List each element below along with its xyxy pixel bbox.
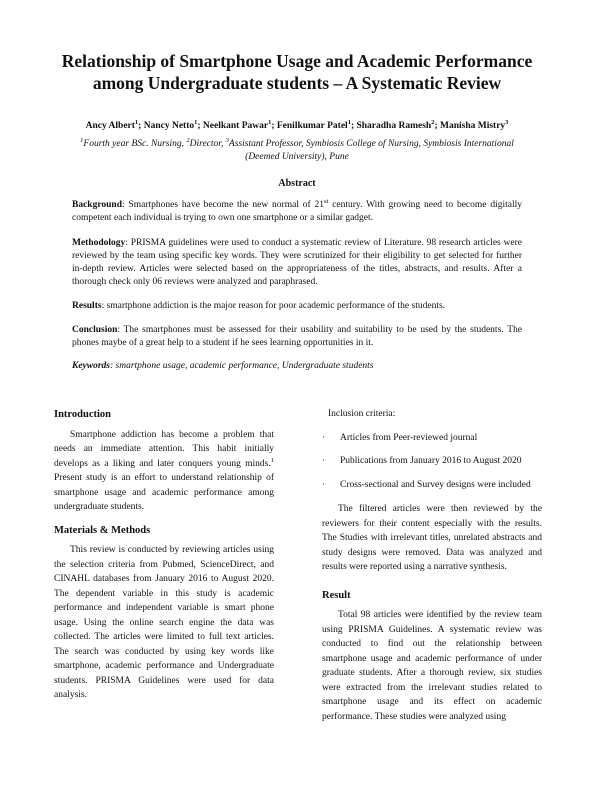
abstract-keywords: Keywords: smartphone usage, academic performance, Undergraduate students [72,361,374,371]
author-list: Ancy Albert$^1$; Nancy Netto$^1$; Neelkant Pawar$^1$; Fenilkumar Patel$^1$; Sharadha Ramesh$^2$; Manisha Mistry$^3$ [85,118,509,131]
methods-heading: Materials & Methods [54,524,151,536]
paper-title [40,50,554,94]
abstract-conclusion: Conclusion: The smartphones must be assessed for their usability and suitability to be used by the students. The phones maybe of a great help to a student if he sees learning opportunities in it. [72,325,522,348]
author: Neelkant Pawar$^1$ [202,118,272,131]
filtered-articles-text: The filtered articles were then reviewed by the reviewers for their content especially with the results. The Studies with irrelevant titles, unrelated abstracts and study designs were removed. Data was analyzed and results were reported using a narrative synthesis. [322,504,542,572]
author: Sharadha Ramesh$^2$ [356,118,435,131]
affiliation [40,138,554,164]
introduction-heading: Introduction [54,409,111,420]
title-line-2: among Undergraduate students – A Systematic Review [92,73,502,93]
abstract-results: Results: smartphone addiction is the major reason for poor academic performance of the students. [72,301,446,311]
author: Manisha Mistry$^3$ [439,118,509,131]
right-column [322,407,542,724]
author: Ancy Albert$^1$ [85,118,139,131]
title-line-1: Relationship of Smartphone Usage and Academic Performance [61,51,533,71]
affiliation-line-2: (Deemed University), Pune [245,152,349,162]
left-column [54,408,274,703]
affiliation-line-1: $^1$Fourth year BSc. Nursing, $^2$Director, $^3$Assistant Professor, Symbiosis College of Nursing, Symbiosis International [80,136,514,149]
abstract-methodology: Methodology: PRISMA guidelines were used to conduct a systematic review of Literature. 98 research articles were reviewed by the team using specific key words. They were scrutinized for their eligibility to get selected for further in-depth review. Articles were selected based on the appropriateness of the titles, abstracts, and results. After a thorough check only 06 reviews were analyzed and paraphrased. [72,238,522,287]
methods-text: This review is conducted by reviewing articles using the selection criteria from Pubmed, ScienceDirect, and CINAHL databases from January 2016 to August 2020. The dependent variable in this study is academic performance and independent variable is smart phone usage. Using the online search engine the data was collected. The articles were limited to full text articles. The search was conducted by using key words like smartphone, academic performance and Undergraduate students. PRISMA Guidelines were used for data analysis. [54,545,274,700]
inclusion-bullet: · Articles from Peer-reviewed journal [322,432,478,443]
inclusion-bullet: · Publications from January 2016 to August 2020 [322,456,522,466]
author: Nancy Netto$^1$ [143,118,198,131]
inclusion-bullet: · Cross-sectional and Survey designs were included [322,479,531,490]
author: Fenilkumar Patel$^1$ [276,118,351,131]
inclusion-criteria-label: Inclusion criteria: [328,409,396,419]
result-text: Total 98 articles were identified by the review team using PRISMA Guidelines. A systematic review was conducted to find out the relationship between smartphone usage and academic performance of under graduate students. After a thorough review, six studies were extracted from the irrelevant studies related to smartphone usage and its effect on academic performance. These studies were analyzed using [322,610,542,722]
result-heading: Result [322,589,351,601]
introduction-text: Smartphone addiction has become a problem that needs an immediate attention. This habit initially develops as a liking and later conquers young minds.$^1$ Present study is an effort to understand relationship of smartphone usage and academic performance among undergraduate students. [54,429,274,512]
abstract-background: Background: Smartphones have become the new normal of 21st century. With growing need to become digitally competent each individual is trying to own one smartphone or a similar gadget. [72,197,522,223]
abstract-heading: Abstract [278,178,316,189]
